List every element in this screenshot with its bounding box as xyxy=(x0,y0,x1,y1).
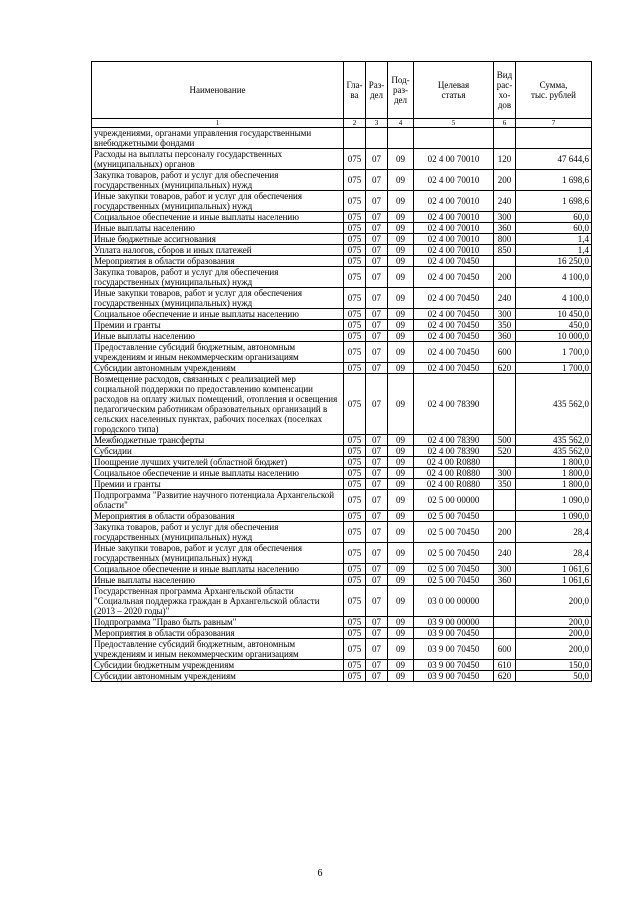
cell-name: Подпрограмма "Развитие научного потенциала Архангельской области" xyxy=(92,490,344,511)
cell-glava: 075 xyxy=(344,639,366,660)
cell-target: 03 9 00 70450 xyxy=(414,660,494,671)
cell-razdel: 07 xyxy=(366,223,388,234)
cell-vid xyxy=(494,128,516,149)
cell-sum: 10 000,0 xyxy=(516,331,592,342)
cell-podrazdel: 09 xyxy=(388,170,414,191)
cell-sum: 4 100,0 xyxy=(516,267,592,288)
cell-target: 02 5 00 00000 xyxy=(414,490,494,511)
cell-podrazdel: 09 xyxy=(388,288,414,309)
table-row xyxy=(92,671,592,682)
cell-glava: 075 xyxy=(344,267,366,288)
cell-sum: 28,4 xyxy=(516,522,592,543)
cell-glava: 075 xyxy=(344,479,366,490)
cell-name: Иные закупки товаров, работ и услуг для обеспечения государственных (муниципальных) нужд xyxy=(92,288,344,309)
table-row xyxy=(92,256,592,267)
header-target: Целевая статья xyxy=(414,62,494,119)
column-number-row xyxy=(92,119,592,128)
cell-glava: 075 xyxy=(344,446,366,457)
cell-glava: 075 xyxy=(344,628,366,639)
cell-vid: 120 xyxy=(494,149,516,170)
cell-razdel: 07 xyxy=(366,170,388,191)
cell-razdel: 07 xyxy=(366,342,388,363)
cell-podrazdel: 09 xyxy=(388,479,414,490)
cell-vid: 240 xyxy=(494,288,516,309)
cell-vid xyxy=(494,586,516,617)
cell-target: 03 9 00 70450 xyxy=(414,628,494,639)
cell-sum: 435 562,0 xyxy=(516,446,592,457)
cell-podrazdel: 09 xyxy=(388,639,414,660)
cell-glava: 075 xyxy=(344,457,366,468)
cell-vid xyxy=(494,511,516,522)
cell-target: 03 9 00 70450 xyxy=(414,671,494,682)
cell-name: Премии и гранты xyxy=(92,320,344,331)
cell-sum: 435 562,0 xyxy=(516,435,592,446)
cell-target: 02 4 00 R0880 xyxy=(414,457,494,468)
cell-name: Субсидии бюджетным учреждениям xyxy=(92,660,344,671)
cell-vid xyxy=(494,256,516,267)
cell-glava: 075 xyxy=(344,617,366,628)
header-glava: Гла- ва xyxy=(344,62,366,119)
cell-target: 02 4 00 R0880 xyxy=(414,468,494,479)
column-number: 5 xyxy=(414,119,494,128)
cell-glava: 075 xyxy=(344,320,366,331)
cell-razdel: 07 xyxy=(366,479,388,490)
cell-sum: 60,0 xyxy=(516,212,592,223)
cell-name: Государственная программа Архангельской области "Социальная поддержка граждан в Архангельской области (2013 – 2020 годы)" xyxy=(92,586,344,617)
cell-name: Субсидии xyxy=(92,446,344,457)
cell-sum: 16 250,0 xyxy=(516,256,592,267)
table-row xyxy=(92,435,592,446)
cell-name: Социальное обеспечение и иные выплаты населению xyxy=(92,468,344,479)
cell-podrazdel: 09 xyxy=(388,575,414,586)
cell-razdel: 07 xyxy=(366,586,388,617)
table-row xyxy=(92,468,592,479)
cell-target: 03 0 00 00000 xyxy=(414,586,494,617)
cell-name: Расходы на выплаты персоналу государственных (муниципальных) органов xyxy=(92,149,344,170)
cell-vid: 300 xyxy=(494,564,516,575)
cell-name: Субсидии автономным учреждениям xyxy=(92,671,344,682)
cell-podrazdel: 09 xyxy=(388,617,414,628)
cell-razdel: 07 xyxy=(366,435,388,446)
header-razdel: Раз- дел xyxy=(366,62,388,119)
cell-podrazdel: 09 xyxy=(388,256,414,267)
cell-target: 03 9 00 00000 xyxy=(414,617,494,628)
column-number: 4 xyxy=(388,119,414,128)
cell-sum: 1 698,6 xyxy=(516,191,592,212)
table-row xyxy=(92,564,592,575)
cell-vid: 350 xyxy=(494,479,516,490)
table-row xyxy=(92,586,592,617)
cell-sum: 1 700,0 xyxy=(516,342,592,363)
cell-vid: 300 xyxy=(494,212,516,223)
cell-target: 03 9 00 70450 xyxy=(414,639,494,660)
cell-razdel: 07 xyxy=(366,320,388,331)
cell-target: 02 4 00 70010 xyxy=(414,223,494,234)
cell-name: Поощрение лучших учителей (областной бюджет) xyxy=(92,457,344,468)
cell-razdel: 07 xyxy=(366,331,388,342)
cell-target: 02 4 00 70450 xyxy=(414,363,494,374)
cell-name: Предоставление субсидий бюджетным, автономным учреждениям и иным некоммерческим организациям xyxy=(92,342,344,363)
cell-razdel: 07 xyxy=(366,374,388,435)
table-row xyxy=(92,309,592,320)
cell-vid xyxy=(494,628,516,639)
cell-vid: 850 xyxy=(494,245,516,256)
cell-razdel: 07 xyxy=(366,149,388,170)
table-row xyxy=(92,479,592,490)
cell-glava: 075 xyxy=(344,212,366,223)
column-number: 2 xyxy=(344,119,366,128)
table-row xyxy=(92,374,592,435)
cell-glava: 075 xyxy=(344,245,366,256)
cell-glava: 075 xyxy=(344,490,366,511)
cell-podrazdel: 09 xyxy=(388,309,414,320)
cell-name: Субсидии автономным учреждениям xyxy=(92,363,344,374)
cell-glava: 075 xyxy=(344,468,366,479)
cell-sum: 200,0 xyxy=(516,586,592,617)
cell-glava: 075 xyxy=(344,522,366,543)
cell-razdel: 07 xyxy=(366,639,388,660)
cell-sum: 60,0 xyxy=(516,223,592,234)
cell-podrazdel: 09 xyxy=(388,331,414,342)
cell-name: Иные закупки товаров, работ и услуг для обеспечения государственных (муниципальных) нужд xyxy=(92,543,344,564)
cell-razdel: 07 xyxy=(366,245,388,256)
cell-name: Социальное обеспечение и иные выплаты населению xyxy=(92,564,344,575)
cell-sum: 200,0 xyxy=(516,617,592,628)
cell-sum: 450,0 xyxy=(516,320,592,331)
cell-razdel: 07 xyxy=(366,446,388,457)
cell-sum: 1 800,0 xyxy=(516,479,592,490)
cell-sum: 4 100,0 xyxy=(516,288,592,309)
cell-target: 02 5 00 70450 xyxy=(414,575,494,586)
cell-glava: 075 xyxy=(344,564,366,575)
cell-podrazdel: 09 xyxy=(388,468,414,479)
cell-podrazdel: 09 xyxy=(388,435,414,446)
table-row xyxy=(92,575,592,586)
cell-sum: 1 800,0 xyxy=(516,468,592,479)
cell-razdel: 07 xyxy=(366,490,388,511)
cell-razdel: 07 xyxy=(366,212,388,223)
cell-podrazdel: 09 xyxy=(388,586,414,617)
cell-podrazdel: 09 xyxy=(388,149,414,170)
cell-vid: 200 xyxy=(494,170,516,191)
cell-target: 02 5 00 70450 xyxy=(414,511,494,522)
table-row xyxy=(92,490,592,511)
cell-vid: 300 xyxy=(494,468,516,479)
cell-razdel: 07 xyxy=(366,564,388,575)
cell-podrazdel: 09 xyxy=(388,490,414,511)
table-row xyxy=(92,363,592,374)
cell-vid xyxy=(494,374,516,435)
table-row xyxy=(92,223,592,234)
cell-name: Премии и гранты xyxy=(92,479,344,490)
cell-razdel: 07 xyxy=(366,671,388,682)
cell-vid: 300 xyxy=(494,309,516,320)
header-name: Наименование xyxy=(92,62,344,119)
cell-target: 02 4 00 70450 xyxy=(414,309,494,320)
cell-podrazdel: 09 xyxy=(388,245,414,256)
cell-glava: 075 xyxy=(344,234,366,245)
cell-glava: 075 xyxy=(344,191,366,212)
table-row xyxy=(92,149,592,170)
cell-sum: 47 644,6 xyxy=(516,149,592,170)
cell-vid: 360 xyxy=(494,575,516,586)
cell-vid: 620 xyxy=(494,671,516,682)
cell-razdel: 07 xyxy=(366,522,388,543)
cell-name: Социальное обеспечение и иные выплаты населению xyxy=(92,212,344,223)
cell-target: 02 5 00 70450 xyxy=(414,543,494,564)
cell-target: 02 4 00 70450 xyxy=(414,288,494,309)
table-row xyxy=(92,331,592,342)
cell-name: Закупка товаров, работ и услуг для обеспечения государственных (муниципальных) нужд xyxy=(92,170,344,191)
header-podrazdel: Под- раз- дел xyxy=(388,62,414,119)
cell-vid: 240 xyxy=(494,543,516,564)
cell-target xyxy=(414,128,494,149)
cell-podrazdel: 09 xyxy=(388,660,414,671)
cell-target: 02 5 00 70450 xyxy=(414,522,494,543)
table-row xyxy=(92,212,592,223)
table-row xyxy=(92,543,592,564)
cell-sum: 1,4 xyxy=(516,245,592,256)
cell-target: 02 4 00 70010 xyxy=(414,234,494,245)
cell-podrazdel: 09 xyxy=(388,374,414,435)
cell-sum: 28,4 xyxy=(516,543,592,564)
cell-name: Мероприятия в области образования xyxy=(92,628,344,639)
cell-podrazdel: 09 xyxy=(388,671,414,682)
table-row xyxy=(92,234,592,245)
cell-glava: 075 xyxy=(344,331,366,342)
table-row xyxy=(92,245,592,256)
cell-target: 02 4 00 70450 xyxy=(414,267,494,288)
cell-target: 02 4 00 R0880 xyxy=(414,479,494,490)
cell-razdel: 07 xyxy=(366,267,388,288)
header-vid: Вид рас- хо- дов xyxy=(494,62,516,119)
cell-target: 02 4 00 70450 xyxy=(414,256,494,267)
cell-name: Закупка товаров, работ и услуг для обеспечения государственных (муниципальных) нужд xyxy=(92,522,344,543)
cell-razdel: 07 xyxy=(366,256,388,267)
cell-target: 02 4 00 78390 xyxy=(414,435,494,446)
cell-podrazdel: 09 xyxy=(388,223,414,234)
cell-vid xyxy=(494,457,516,468)
cell-target: 02 4 00 70010 xyxy=(414,191,494,212)
cell-podrazdel: 09 xyxy=(388,320,414,331)
cell-target: 02 4 00 78390 xyxy=(414,446,494,457)
cell-target: 02 5 00 70450 xyxy=(414,564,494,575)
cell-vid: 620 xyxy=(494,363,516,374)
cell-target: 02 4 00 70450 xyxy=(414,320,494,331)
cell-vid xyxy=(494,617,516,628)
cell-razdel: 07 xyxy=(366,543,388,564)
cell-vid: 240 xyxy=(494,191,516,212)
cell-vid: 600 xyxy=(494,639,516,660)
cell-podrazdel: 09 xyxy=(388,457,414,468)
cell-glava xyxy=(344,128,366,149)
cell-vid: 350 xyxy=(494,320,516,331)
cell-sum: 50,0 xyxy=(516,671,592,682)
cell-name: Иные закупки товаров, работ и услуг для обеспечения государственных (муниципальных) нужд xyxy=(92,191,344,212)
cell-target: 02 4 00 70010 xyxy=(414,149,494,170)
cell-vid: 800 xyxy=(494,234,516,245)
cell-name: Иные выплаты населению xyxy=(92,223,344,234)
cell-glava: 075 xyxy=(344,660,366,671)
cell-podrazdel: 09 xyxy=(388,191,414,212)
table-row xyxy=(92,342,592,363)
cell-glava: 075 xyxy=(344,309,366,320)
cell-name: Уплата налогов, сборов и иных платежей xyxy=(92,245,344,256)
cell-sum: 10 450,0 xyxy=(516,309,592,320)
cell-glava: 075 xyxy=(344,170,366,191)
cell-sum: 1 700,0 xyxy=(516,363,592,374)
cell-name: Мероприятия в области образования xyxy=(92,511,344,522)
cell-podrazdel: 09 xyxy=(388,212,414,223)
table-row xyxy=(92,446,592,457)
cell-glava: 075 xyxy=(344,586,366,617)
cell-razdel: 07 xyxy=(366,191,388,212)
cell-name: Мероприятия в области образования xyxy=(92,256,344,267)
cell-target: 02 4 00 70450 xyxy=(414,342,494,363)
table-row xyxy=(92,511,592,522)
cell-razdel: 07 xyxy=(366,511,388,522)
table-body xyxy=(92,128,592,682)
cell-vid: 610 xyxy=(494,660,516,671)
cell-glava: 075 xyxy=(344,363,366,374)
cell-podrazdel: 09 xyxy=(388,628,414,639)
cell-vid: 200 xyxy=(494,267,516,288)
cell-glava: 075 xyxy=(344,374,366,435)
cell-vid: 200 xyxy=(494,522,516,543)
cell-vid: 520 xyxy=(494,446,516,457)
cell-glava: 075 xyxy=(344,543,366,564)
cell-sum: 1 800,0 xyxy=(516,457,592,468)
cell-razdel: 07 xyxy=(366,363,388,374)
column-number: 1 xyxy=(92,119,344,128)
cell-vid: 360 xyxy=(494,331,516,342)
cell-razdel: 07 xyxy=(366,628,388,639)
cell-name: Иные выплаты населению xyxy=(92,575,344,586)
table-row xyxy=(92,191,592,212)
cell-sum: 435 562,0 xyxy=(516,374,592,435)
cell-glava: 075 xyxy=(344,288,366,309)
cell-name: Иные бюджетные ассигнования xyxy=(92,234,344,245)
cell-glava: 075 xyxy=(344,435,366,446)
table-row xyxy=(92,128,592,149)
cell-name: Иные выплаты населению xyxy=(92,331,344,342)
table-header-row xyxy=(92,62,592,119)
cell-sum: 1 090,0 xyxy=(516,490,592,511)
cell-glava: 075 xyxy=(344,256,366,267)
cell-vid: 360 xyxy=(494,223,516,234)
cell-vid: 600 xyxy=(494,342,516,363)
cell-podrazdel: 09 xyxy=(388,543,414,564)
cell-podrazdel: 09 xyxy=(388,522,414,543)
cell-glava: 075 xyxy=(344,342,366,363)
cell-name: учреждениями, органами управления государственными внебюджетными фондами xyxy=(92,128,344,149)
cell-vid: 500 xyxy=(494,435,516,446)
cell-razdel: 07 xyxy=(366,288,388,309)
table-row xyxy=(92,639,592,660)
cell-podrazdel: 09 xyxy=(388,234,414,245)
cell-razdel: 07 xyxy=(366,660,388,671)
cell-target: 02 4 00 70010 xyxy=(414,212,494,223)
table-row xyxy=(92,457,592,468)
cell-sum: 200,0 xyxy=(516,639,592,660)
cell-target: 02 4 00 70010 xyxy=(414,170,494,191)
cell-glava: 075 xyxy=(344,575,366,586)
cell-target: 02 4 00 70450 xyxy=(414,331,494,342)
cell-sum: 1 698,6 xyxy=(516,170,592,191)
cell-target: 02 4 00 78390 xyxy=(414,374,494,435)
cell-name: Подпрограмма "Право быть равным" xyxy=(92,617,344,628)
cell-razdel: 07 xyxy=(366,457,388,468)
header-sum: Сумма, тыс. рублей xyxy=(516,62,592,119)
table-row xyxy=(92,320,592,331)
cell-glava: 075 xyxy=(344,511,366,522)
table-row xyxy=(92,170,592,191)
cell-name: Возмещение расходов, связанных с реализацией мер социальной поддержки по предоставлению компенсации расходов на оплату жилых помещений, отопления и освещения педагогическим работникам образовательных организаций в сельских населенных пунктах, рабочих поселках (поселках городского типа) xyxy=(92,374,344,435)
column-number: 7 xyxy=(516,119,592,128)
cell-razdel: 07 xyxy=(366,617,388,628)
table-row xyxy=(92,288,592,309)
cell-podrazdel: 09 xyxy=(388,363,414,374)
cell-razdel xyxy=(366,128,388,149)
cell-podrazdel: 09 xyxy=(388,267,414,288)
cell-podrazdel: 09 xyxy=(388,511,414,522)
cell-sum: 1 061,6 xyxy=(516,575,592,586)
cell-podrazdel xyxy=(388,128,414,149)
cell-vid xyxy=(494,490,516,511)
cell-sum: 1,4 xyxy=(516,234,592,245)
table-row xyxy=(92,522,592,543)
page-number: 6 xyxy=(317,868,323,879)
cell-podrazdel: 09 xyxy=(388,342,414,363)
cell-glava: 075 xyxy=(344,149,366,170)
cell-glava: 075 xyxy=(344,223,366,234)
table-row xyxy=(92,660,592,671)
cell-razdel: 07 xyxy=(366,575,388,586)
cell-name: Предоставление субсидий бюджетным, автономным учреждениям и иным некоммерческим организациям xyxy=(92,639,344,660)
cell-name: Межбюджетные трансферты xyxy=(92,435,344,446)
cell-name: Закупка товаров, работ и услуг для обеспечения государственных (муниципальных) нужд xyxy=(92,267,344,288)
cell-razdel: 07 xyxy=(366,234,388,245)
column-number: 3 xyxy=(366,119,388,128)
cell-podrazdel: 09 xyxy=(388,446,414,457)
cell-glava: 075 xyxy=(344,671,366,682)
cell-podrazdel: 09 xyxy=(388,564,414,575)
cell-target: 02 4 00 70010 xyxy=(414,245,494,256)
cell-razdel: 07 xyxy=(366,468,388,479)
table-row xyxy=(92,628,592,639)
cell-name: Социальное обеспечение и иные выплаты населению xyxy=(92,309,344,320)
budget-table xyxy=(91,61,592,682)
cell-sum: 1 090,0 xyxy=(516,511,592,522)
table-row xyxy=(92,617,592,628)
cell-sum: 200,0 xyxy=(516,628,592,639)
column-number: 6 xyxy=(494,119,516,128)
cell-razdel: 07 xyxy=(366,309,388,320)
cell-sum: 1 061,6 xyxy=(516,564,592,575)
cell-sum xyxy=(516,128,592,149)
table-row xyxy=(92,267,592,288)
cell-sum: 150,0 xyxy=(516,660,592,671)
